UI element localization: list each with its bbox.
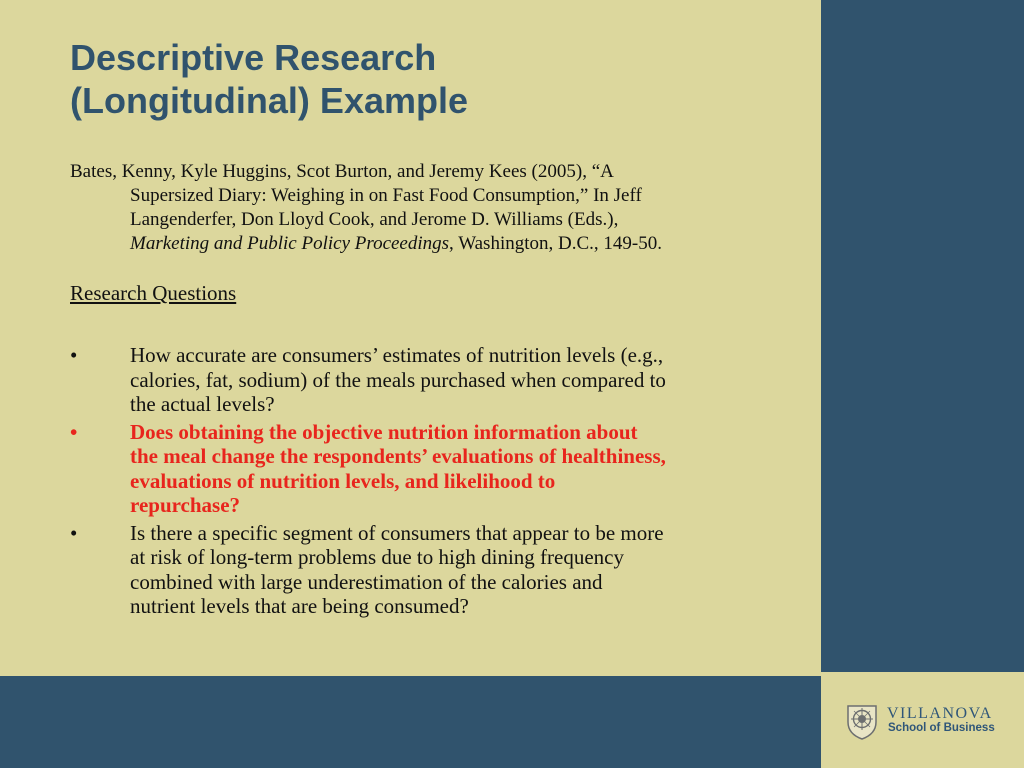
bullet: • bbox=[70, 343, 78, 367]
title-line: Descriptive Research bbox=[70, 37, 437, 78]
question-line: repurchase? bbox=[130, 493, 241, 517]
logo-name: VILLANOVA bbox=[887, 705, 993, 722]
question-line: Is there a specific segment of consumers that appear to be more bbox=[130, 520, 664, 545]
logo-subtitle: School of Business bbox=[888, 722, 995, 734]
logo bbox=[821, 676, 1024, 768]
question-line: combined with large underestimation of the calories and bbox=[130, 569, 603, 594]
question-line: Does obtaining the objective nutrition information about bbox=[130, 419, 638, 444]
citation-line bbox=[70, 232, 790, 256]
bottom-band bbox=[0, 676, 821, 768]
question-line: How accurate are consumers’ estimates of nutrition levels (e.g., bbox=[130, 343, 664, 367]
bullet: • bbox=[70, 520, 78, 545]
question-line: calories, fat, sodium) of the meals purchased when compared to bbox=[130, 367, 666, 392]
right-band bbox=[821, 0, 1024, 672]
question-line: evaluations of nutrition levels, and likelihood to bbox=[130, 468, 556, 493]
bullet: • bbox=[70, 419, 78, 444]
section-heading: Research Questions bbox=[70, 281, 237, 305]
question-list bbox=[70, 343, 800, 622]
slide-title bbox=[70, 36, 790, 122]
citation-line: Bates, Kenny, Kyle Huggins, Scot Burton, and Jeremy Kees (2005), “A bbox=[70, 161, 614, 182]
citation-line: Supersized Diary: Weighing in on Fast Food Consumption,” In Jeff bbox=[130, 185, 642, 206]
list-item bbox=[70, 420, 800, 518]
citation bbox=[70, 160, 790, 256]
question-line: nutrient levels that are being consumed? bbox=[130, 594, 469, 618]
list-item bbox=[70, 343, 800, 417]
villanova-crest-icon bbox=[845, 702, 879, 740]
citation-journal: Marketing and Public Policy Proceedings bbox=[130, 233, 450, 254]
title-line: (Longitudinal) Example bbox=[70, 80, 469, 121]
question-line: the actual levels? bbox=[130, 392, 275, 416]
list-item bbox=[70, 521, 800, 619]
citation-line: Langenderfer, Don Lloyd Cook, and Jerome D. Williams (Eds.), bbox=[130, 209, 619, 230]
question-line: the meal change the respondents’ evaluations of healthiness, bbox=[130, 444, 666, 468]
question-line: at risk of long-term problems due to high dining frequency bbox=[130, 545, 624, 569]
citation-tail: , Washington, D.C., 149-50. bbox=[449, 233, 662, 254]
